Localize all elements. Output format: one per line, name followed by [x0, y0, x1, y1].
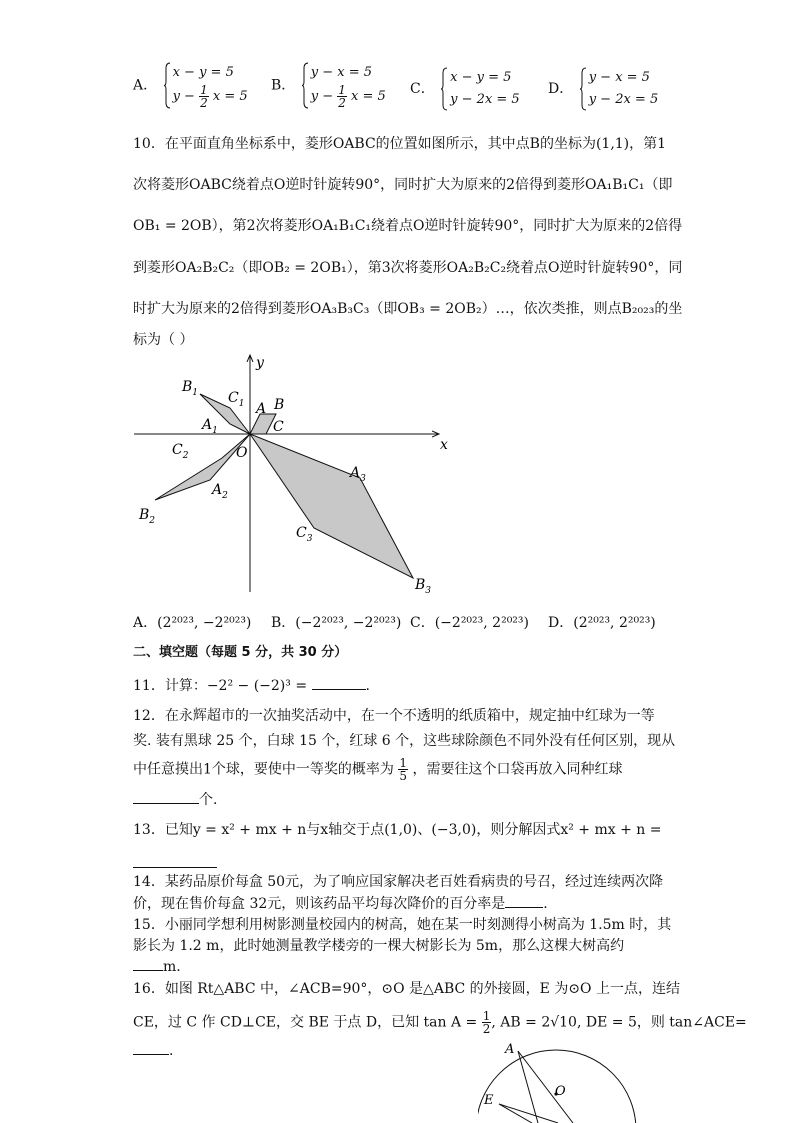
- q10-option-a-value: (2²⁰²³, −2²⁰²³): [157, 615, 252, 631]
- label-a2: [210, 482, 228, 501]
- label-b2: [138, 507, 155, 526]
- q16-fraction: [482, 1010, 492, 1035]
- q9-a-fraction: [199, 84, 209, 109]
- q10-option-c-value: (−2²⁰²³, 2²⁰²³): [434, 615, 529, 631]
- label-e-16: E: [484, 1093, 494, 1108]
- q10-line-1: 10．在平面直角坐标系中，菱形OABC的位置如图所示，其中点B的坐标为(1,1)，第1: [133, 136, 667, 152]
- label-a3-sub: 3: [360, 474, 366, 484]
- label-b: B: [274, 397, 285, 413]
- q16-frac-den: 2: [482, 1022, 491, 1036]
- q9-c-eq2: y − 2x = 5: [450, 92, 520, 107]
- q12-line-4: [133, 789, 217, 810]
- q13-text: 13．已知y = x² + mx + n与x轴交于点(1,0)、(−3,0)，则分解因式x² + mx + n =: [133, 822, 662, 838]
- q9-a-eq2-right: x = 5: [212, 89, 248, 104]
- q9-b-eq1: y − x = 5: [310, 65, 373, 80]
- label-c1-sub: 1: [238, 399, 245, 409]
- q10-option-c-letter: C．: [410, 615, 435, 631]
- q10-option-d-letter: D．: [548, 615, 574, 631]
- q10-rhombus-figure: [130, 350, 450, 600]
- q9-option-a-system: [164, 62, 248, 109]
- q9-option-d-system: [580, 67, 659, 111]
- segment-ed: [499, 1104, 558, 1123]
- q10-option-d: [548, 612, 656, 632]
- q10-option-a: [133, 612, 251, 632]
- q9-a-eq2-left: y −: [172, 89, 195, 104]
- q9-option-c-system: [441, 67, 520, 111]
- q14-line-1: 14．某药品原价每盒 50元，为了响应国家解决老百姓看病贵的号召，经过连续两次降: [133, 874, 664, 890]
- label-c1-letter: C: [228, 390, 239, 406]
- label-y: y: [256, 355, 264, 371]
- q9-b-frac-den: 2: [338, 96, 346, 110]
- q16-line-3-end: .: [169, 1043, 174, 1059]
- q9-option-b-system: [302, 62, 386, 109]
- q15-line-3-end: m.: [163, 959, 181, 975]
- brace-icon: [441, 67, 448, 111]
- label-b2-letter: B: [139, 507, 150, 523]
- label-c3-sub: 3: [306, 534, 313, 544]
- label-b3: [414, 577, 431, 596]
- q9-option-d-letter: D．: [548, 81, 574, 97]
- q9-a-frac-num: 1: [200, 83, 208, 97]
- label-a1: [200, 417, 218, 436]
- q10-option-b-letter: B．: [271, 615, 296, 631]
- q12-line-3-a: 中任意摸出1个球，要使中一等奖的概率为: [133, 761, 394, 778]
- q16-line-2: [133, 1010, 747, 1035]
- q9-option-d: [548, 67, 658, 111]
- q14-line-2-end: .: [543, 896, 548, 912]
- label-b1-letter: B: [182, 379, 193, 395]
- q9-a-eq1: x − y = 5: [172, 65, 234, 80]
- q9-option-c: [410, 67, 520, 111]
- q9-b-eq2-right: x = 5: [351, 89, 386, 104]
- label-b3-letter: B: [415, 577, 426, 593]
- label-c2: [172, 442, 189, 461]
- q12-line-4-end: 个.: [199, 792, 218, 808]
- label-c1: [228, 390, 244, 409]
- q10-option-a-letter: A．: [133, 615, 158, 631]
- label-a-16: A: [505, 1042, 515, 1057]
- label-a1-letter: A: [202, 417, 213, 433]
- q9-c-eq1: x − y = 5: [450, 70, 512, 85]
- label-b1: [181, 379, 198, 398]
- q12-line-3: [133, 757, 622, 782]
- q16-circle-figure: [478, 1036, 638, 1123]
- q11-text: 11．计算：−2² − (−2)³ =: [133, 678, 308, 694]
- label-c3-letter: C: [296, 525, 307, 541]
- q15-answer-blank[interactable]: [133, 956, 163, 971]
- q10-line-2: 次将菱形OABC绕着点O逆时针旋转90°，同时扩大为原来的2倍得到菱形OA₁B₁C₁（即: [133, 177, 673, 193]
- rhombus-oa3b3c3: [250, 434, 413, 578]
- q12-line-2: 奖. 装有黑球 25 个，白球 15 个，红球 6 个，这些球除颜色不同外没有任何区别，现从: [133, 733, 676, 749]
- q9-d-eq2: y − 2x = 5: [588, 92, 659, 107]
- q9-option-c-letter: C．: [410, 81, 435, 97]
- q11-answer-blank[interactable]: [312, 675, 366, 690]
- q15-line-1: 15．小丽同学想利用树影测量校园内的树高，她在某一时刻测得小树高为 1.5m 时，其: [133, 917, 672, 933]
- q10-line-5: 时扩大为原来的2倍得到菱形OA₃B₃C₃（即OB₃ = 2OB₂）…，依次类推，则点B₂₀₂₃的坐: [133, 301, 683, 317]
- q12-frac-num: 1: [399, 756, 407, 770]
- q12-fraction: [398, 757, 408, 782]
- label-c3: [296, 525, 313, 544]
- label-c2-letter: C: [172, 442, 183, 458]
- label-a: A: [256, 401, 267, 417]
- q10-line-4: 到菱形OA₂B₂C₂（即OB₂ = 2OB₁），第3次将菱形OA₂B₂C₂绕着点O逆时针旋转90°，同: [133, 260, 683, 276]
- label-x: x: [440, 437, 448, 453]
- q9-d-eq1: y − x = 5: [588, 70, 650, 85]
- q9-a-frac-den: 2: [200, 96, 208, 110]
- brace-icon: [302, 62, 309, 109]
- q15-line-2: 影长为 1.2 m，此时她测量教学楼旁的一棵大树影长为 5m，那么这棵大树高约: [133, 938, 625, 954]
- q9-b-eq2-left: y −: [310, 89, 334, 104]
- q10-line-3: OB₁ = 2OB），第2次将菱形OA₁B₁C₁绕着点O逆时针旋转90°，同时扩大为原来的2倍得: [133, 218, 683, 234]
- label-a2-letter: A: [212, 482, 223, 498]
- q12-line-3-b: ，需要往这个口袋再放入同种红球: [412, 761, 623, 778]
- q10-option-d-value: (2²⁰²³, 2²⁰²³): [573, 615, 656, 631]
- q9-option-b-letter: B．: [271, 77, 296, 94]
- q12-frac-den: 5: [399, 769, 407, 783]
- q10-option-b-value: (−2²⁰²³, −2²⁰²³): [295, 615, 402, 631]
- q9-b-frac-num: 1: [338, 83, 346, 97]
- q9-option-b: [271, 62, 386, 109]
- q9-option-a-letter: A．: [133, 77, 158, 94]
- label-a3-letter: A: [350, 465, 361, 481]
- label-o-16: O: [555, 1084, 566, 1099]
- q9-option-a: [133, 62, 248, 109]
- q16-line-2-b: , AB = 2√10, DE = 5，则 tan∠ACE=: [491, 1014, 747, 1031]
- brace-icon: [164, 62, 171, 109]
- rhombus-oa2b2c2: [155, 434, 250, 500]
- q14-answer-blank[interactable]: [505, 893, 543, 908]
- label-b3-sub: 3: [425, 586, 432, 596]
- segment-ac: [518, 1051, 538, 1123]
- q16-answer-blank[interactable]: [133, 1040, 169, 1055]
- q15-line-3: [133, 956, 181, 977]
- q11-end: .: [365, 678, 370, 694]
- q10-line-6: 标为（ ）: [133, 332, 194, 348]
- q14-line-2-text: 价，现在售价每盒 32元，则该药品平均每次降价的百分率是: [133, 896, 506, 912]
- q14-line-2: [133, 893, 548, 914]
- brace-icon: [580, 67, 587, 111]
- q12-answer-blank[interactable]: [133, 789, 199, 804]
- q12-line-1: 12．在永辉超市的一次抽奖活动中，在一个不透明的纸质箱中，规定抽中红球为一等: [133, 708, 655, 724]
- q11: [133, 675, 370, 696]
- label-b2-sub: 2: [149, 516, 156, 526]
- label-a2-sub: 2: [222, 491, 228, 501]
- q16-line-2-a: CE，过 C 作 CD⊥CE，交 BE 于点 D，已知 tan A =: [133, 1014, 478, 1031]
- q13-answer-blank[interactable]: [133, 853, 217, 868]
- label-o: O: [236, 445, 248, 461]
- q16-line-3: [133, 1040, 173, 1061]
- label-a1-sub: 1: [212, 426, 218, 436]
- label-c2-sub: 2: [182, 451, 189, 461]
- q16-line-1: 16．如图 Rt△ABC 中，∠ACB=90°，⊙O 是△ABC 的外接圆，E 为⊙O 上一点，连结: [133, 981, 680, 997]
- q10-option-c: [410, 612, 529, 632]
- q10-option-b: [271, 612, 401, 632]
- section-title-fill-in: 二、填空题（每题 5 分，共 30 分）: [133, 645, 348, 660]
- label-c: C: [273, 419, 284, 435]
- label-b1-sub: 1: [192, 388, 199, 398]
- q16-frac-num: 1: [482, 1009, 491, 1023]
- q9-b-fraction: [337, 84, 347, 109]
